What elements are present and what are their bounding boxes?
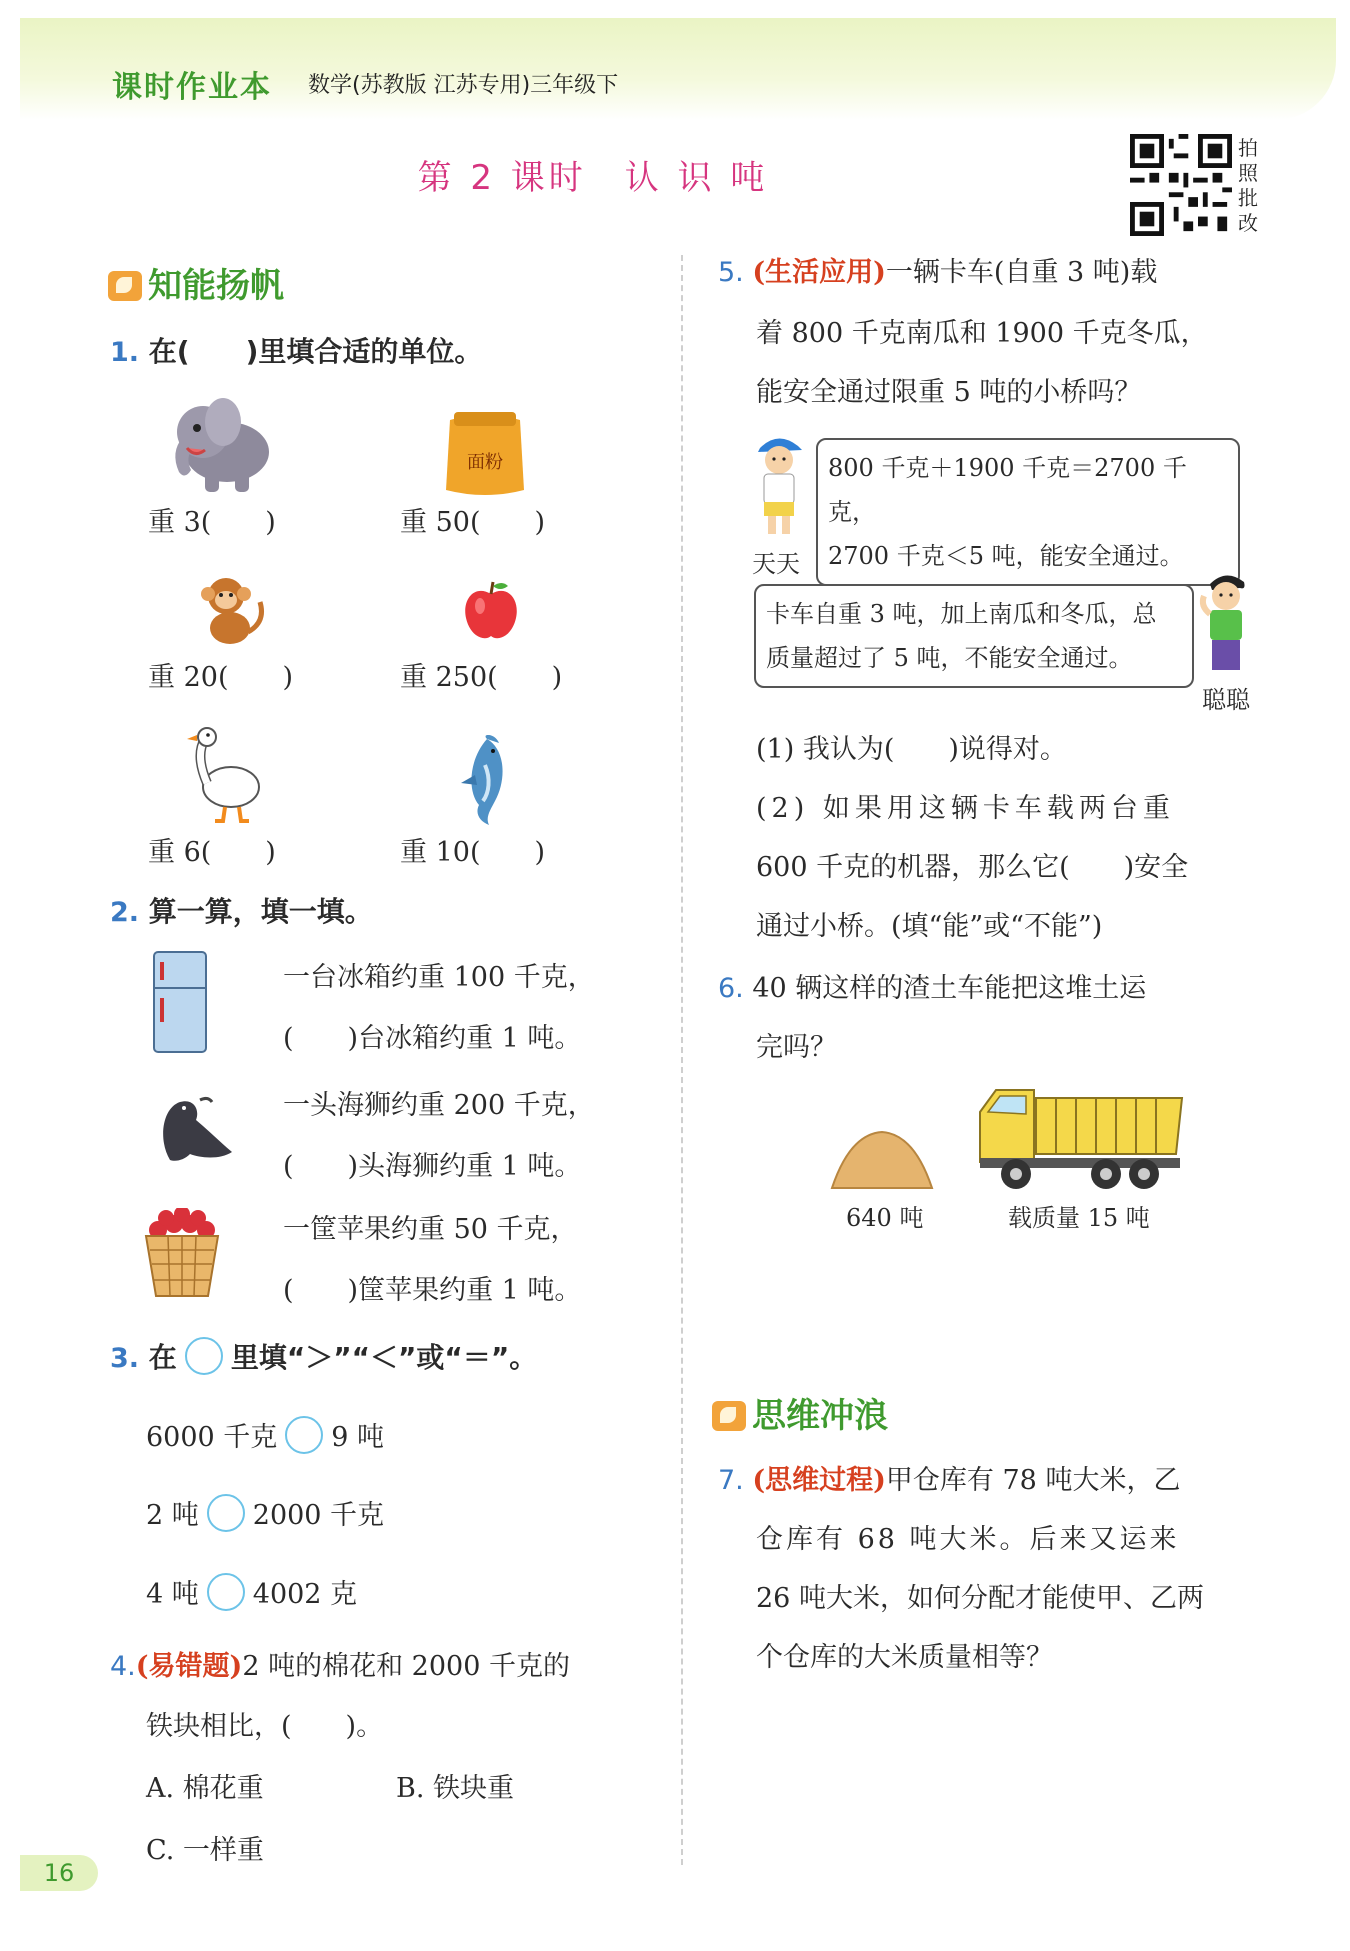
q7-line2: 仓库有 68 吨大米。后来又运来 (756, 1524, 1180, 1555)
q5-sub2-line1: (2) 如果用这辆卡车载两台重 (756, 793, 1175, 824)
q5-sub2-line3: 通过小桥。(填“能”或“不能”) (756, 911, 1103, 942)
q1-item-label: 重 20( ) (148, 662, 294, 693)
monkey-icon (190, 572, 270, 650)
dolphin-icon (455, 735, 515, 827)
q3-row: 4 吨 4002 克 (146, 1572, 357, 1611)
q1-item-label: 重 250( ) (400, 662, 563, 693)
q1-item-label: 重 10( ) (400, 837, 546, 868)
q5-line1: 5. (生活应用)一辆卡车(自重 3 吨)载 (718, 257, 1158, 288)
book-subtitle: 数学(苏教版 江苏专用)三年级下 (308, 73, 619, 98)
q3-row: 6000 千克 9 吨 (146, 1415, 384, 1454)
dump-truck-icon (976, 1082, 1186, 1192)
speaker-congcong: 聪聪 (1202, 686, 1250, 714)
flour-bag-icon (440, 410, 530, 498)
speech-bubble-tiantian: 800 千克＋1900 千克＝2700 千克， 2700 千克＜5 吨，能安全通过。 (816, 438, 1240, 586)
compare-circle[interactable] (207, 1494, 245, 1532)
q1-item-label: 重 3( ) (148, 507, 276, 538)
answer-circle (185, 1337, 223, 1375)
q5-sub2-line2: 600 千克的机器，那么它( )安全 (756, 852, 1189, 883)
goose-icon (185, 725, 265, 825)
speaker-tiantian: 天天 (752, 550, 800, 578)
q3-prompt: 3. 在 里填“＞”“＜”或“＝”。 (110, 1336, 537, 1376)
q7-tag: (思维过程) (752, 1465, 886, 1496)
q2-line: 一台冰箱约重 100 千克， (283, 962, 595, 993)
q3-row: 2 吨 2000 千克 (146, 1493, 384, 1532)
q5-line2: 着 800 千克南瓜和 1900 千克冬瓜， (756, 318, 1208, 349)
section-heading-2 (712, 1388, 888, 1437)
qr-label: 拍照批改 (1238, 136, 1258, 235)
q1-prompt: 1. 在( )里填合适的单位。 (110, 335, 483, 368)
q7-line4: 个仓库的大米质量相等？ (756, 1642, 1053, 1673)
section-title-2: 思维冲浪 (752, 1396, 888, 1436)
q2-line: ( )台冰箱约重 1 吨。 (283, 1023, 582, 1054)
boy-tiantian-icon (752, 432, 806, 540)
q6-line2: 完吗？ (756, 1032, 837, 1063)
q4-option-c[interactable]: C. 一样重 (146, 1835, 264, 1866)
sail-icon (108, 271, 142, 301)
lesson-title: 第 2 课时 认 识 吨 (417, 158, 769, 198)
column-divider (681, 255, 683, 1865)
boy-congcong-icon (1196, 566, 1258, 678)
q2-line: 一筐苹果约重 50 千克， (283, 1214, 578, 1245)
q6-line1: 6. 40 辆这样的渣土车能把这堆土运 (718, 973, 1147, 1004)
q4-line1: 4.(易错题)2 吨的棉花和 2000 千克的 (110, 1651, 570, 1682)
q1-item-label: 重 50( ) (400, 507, 546, 538)
q2-line: ( )筐苹果约重 1 吨。 (283, 1275, 582, 1306)
page-number: 16 (20, 1855, 98, 1891)
q5-sub1: (1) 我认为( )说得对。 (756, 734, 1067, 765)
compare-circle[interactable] (207, 1573, 245, 1611)
q4-tag: (易错题) (135, 1651, 243, 1682)
q7-line3: 26 吨大米，如何分配才能使甲、乙两 (756, 1583, 1204, 1614)
q5-line3: 能安全通过限重 5 吨的小桥吗？ (756, 377, 1142, 408)
q1-item-label: 重 6( ) (148, 837, 276, 868)
flour-bag-text: 面粉 (467, 452, 503, 473)
soil-pile-icon (830, 1128, 934, 1190)
sea-lion-icon (150, 1090, 236, 1166)
compare-circle[interactable] (285, 1416, 323, 1454)
wave-icon (712, 1401, 746, 1431)
pile-label: 640 吨 (846, 1204, 924, 1232)
q2-line: ( )头海狮约重 1 吨。 (283, 1151, 582, 1182)
section-title-1: 知能扬帆 (148, 266, 284, 306)
q4-option-a[interactable]: A. 棉花重 (146, 1773, 264, 1804)
q2-prompt: 2. 算一算，填一填。 (110, 895, 373, 928)
apple-basket-icon (142, 1208, 222, 1300)
section-heading-1 (108, 258, 284, 307)
q2-line: 一头海狮约重 200 千克， (283, 1090, 595, 1121)
apple-icon (462, 580, 520, 642)
q4-line2: 铁块相比，( )。 (146, 1711, 384, 1742)
brand-title: 课时作业本 (112, 70, 272, 105)
q4-option-b[interactable]: B. 铁块重 (396, 1773, 515, 1804)
speech-bubble-congcong: 卡车自重 3 吨，加上南瓜和冬瓜，总 质量超过了 5 吨，不能安全通过。 (754, 584, 1194, 688)
qr-code-icon[interactable] (1130, 134, 1232, 236)
q5-tag: (生活应用) (752, 257, 886, 288)
fridge-icon (150, 950, 210, 1054)
truck-label: 载质量 15 吨 (1008, 1204, 1150, 1232)
q7-line1: 7. (思维过程)甲仓库有 78 吨大米，乙 (718, 1465, 1181, 1496)
elephant-icon (165, 392, 280, 497)
